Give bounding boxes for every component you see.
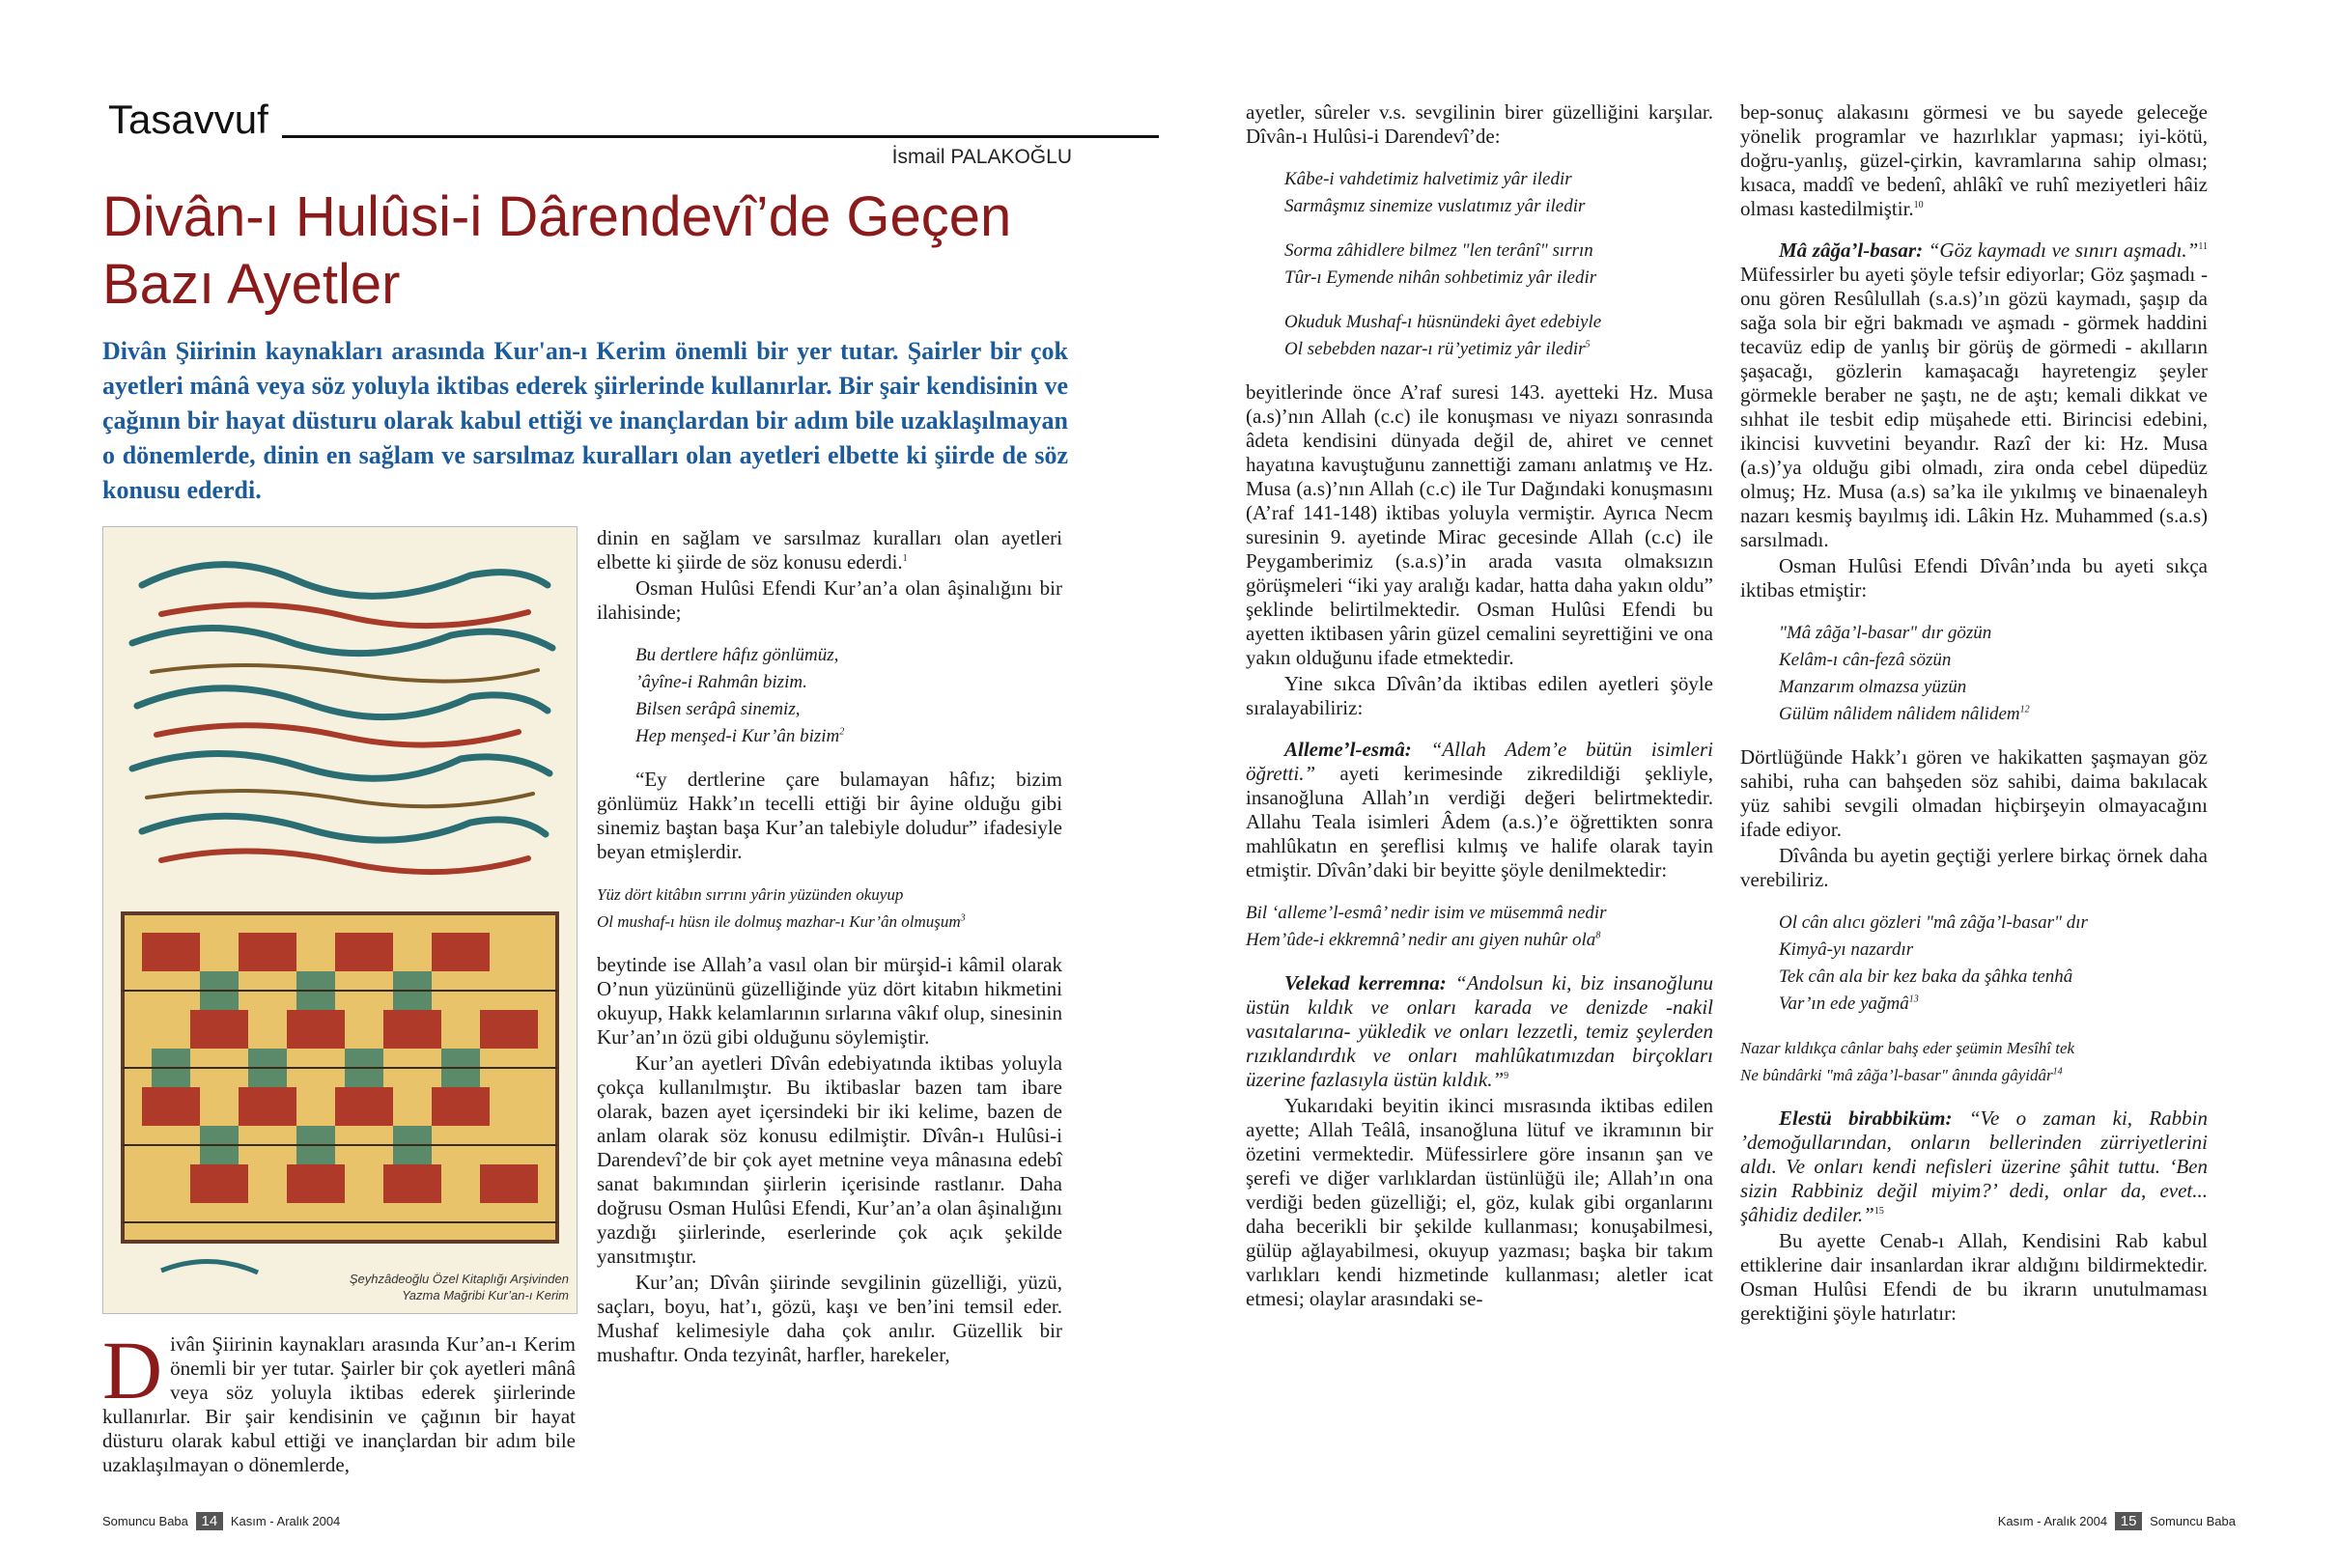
verse-line: Tek cân ala bir kez baka da şâhka tenhâ [1779, 966, 2073, 987]
drop-cap: D [102, 1324, 163, 1416]
col4-paragraph-7: Bu ayette Cenab-ı Allah, Kendisini Rab kabul ettiklerine dair insanlardan ikrar aldığını bildirmektedir. Osman Hulûsi Efendi de bu ikrarın unutulmaması gerektiğini şöyle hatırlatır: [1740, 1229, 2208, 1325]
verse-block-7 [1779, 620, 2208, 728]
verse-line: Sorma zâhidlere bilmez "len terânî" sırrın [1284, 240, 1593, 261]
verse-block-6 [1246, 900, 1713, 954]
footer-magazine-name: Somuncu Baba [102, 1514, 188, 1528]
footer-magazine-name: Somuncu Baba [2150, 1514, 2236, 1528]
manuscript-image [102, 526, 577, 1314]
col2-paragraph-6: Kur’an; Dîvân şiirinde sevgilinin güzelliği, yüzü, saçları, boyu, hat’ı, gözü, kaşı ve ben’ini temsil eder. Mushaf kelimesiyle daha çok anılır. Güzellik bir mushaftır. Onda tezyinât, harfler, harekeler, [597, 1271, 1062, 1366]
footer-issue: Kasım - Aralık 2004 [1997, 1514, 2108, 1528]
verse-line: Ol mushaf-ı hüsn ile dolmuş mazhar-ı Kur’ân olmuşum$^3$ [597, 912, 966, 931]
col3-paragraph-4: Alleme’l-esmâ: “Allah Adem’e bütün isimleri öğretti.” ayeti kerimesinde zikredildiği şekliyle, insanoğluna Allah’ın verdiği değeri belirtmektedir. Allahu Teala isimleri Âdem (a.s.)’e öğrettikten sonra mahlûkatın en şereflisi kılmış ve halife olarak tayin etmiştir. Dîvân’daki bir beyitte şöyle denilmektedir: [1246, 738, 1714, 882]
col3-paragraph-2: beyitlerinde önce A’raf suresi 143. ayetteki Hz. Musa (a.s)’nın Allah (c.c) ile konuşması ve niyazı sonrasında âdeta kendisini dünyada değil de, ahiret ve cennet hayatına kavuştuğunu zannettiği zamanı anlatmış ve Hz. Musa (a.s)’nın Allah (c.c) ile Tur Dağındaki konuşmasını (A’raf 141-148) iktibas yoluyla vermiştir. Ayrıca Necm suresinin 9. ayetinde Mirac gecesinde Allah (c.c) ile Peygamberimiz (s.a.s)’in arada vasıta olmaksızın görüşmeleri “iki yay aralığı kadar, hatta daha yakın oldu” şeklinde belirtilmektedir. Osman Hulûsi Efendi bu ayetten iktibasen yârin güzel cemalini seyrettiğini ve ona yakın olduğunu ifade etmektedir. [1246, 380, 1713, 669]
section-rule [282, 135, 1159, 138]
verse-line: Kelâm-ı cân-fezâ sözün [1779, 650, 1952, 670]
verse-block-9 [1740, 1035, 2208, 1089]
verse-line: ’âyîne-i Rahmân bizim. [635, 672, 807, 692]
verse-block-3 [1284, 166, 1713, 220]
col4-paragraph-6: Elestü birabbiküm: “Ve o zaman ki, Rabbin ’demoğullarından, onların bellerinden zürriyetlerini aldı. Ve onları kendi nefisleri üzerine şâhit tuttu. ‘Ben sizin Rabbiniz değil miyim?’ dedi, onlar da, evet... şâhidiz dediler.”$^{15}$ [1740, 1106, 2209, 1226]
verse-block-4 [1284, 238, 1713, 292]
column-4-text [1740, 100, 2208, 1328]
verse-line: Bil ‘alleme’l-esmâ’ nedir isim ve müsemmâ nedir [1246, 903, 1607, 923]
author-byline: İsmail PALAKOĞLU [891, 146, 1072, 168]
col4-paragraph-2: Mâ zâğa’l-basar: “Göz kaymadı ve sınırı aşmadı.”$^{11}$ Müfessirler bu ayeti şöyle tefsir ediyorlar; Göz şaşmadı - onu gören Resûlullah (s.a.s)’ın gözü kaymadı, şaşıp da sağa sola bir eğri bakmadı ve aşmadı - görmek haddini tecavüz edip de yanlış bir görüş de görmedi - akılların şaşacağı, gözlerin kamaşacağı hayretengiz şeyler görmekle beraber ne şaştı, ne de aştı; kemali dikkat ve sıhhat ile tesbit edip müşahede etti. Birincisi edebini, ikincisi kuvvetini beyandır. Razî der ki: Hz. Musa (a.s)’ya olduğu gibi olmadı, zira onda cebel düpedüz olmuş; Hz. Musa (a.s) sa’ka ile yıkılmış ve binaenaleyh nazarı kesmiş bayılmış idi. Lâkin Hz. Muhammed (s.a.s) sarsılmadı. [1740, 238, 2209, 551]
col2-paragraph-4: beytinde ise Allah’a vasıl olan bir mürşid-i kâmil olarak O’nun yüzününü güzelliğinde yüz dört kitabın hikmetini okuyup, Hakk kelamlarının sırlarına vâkıf olup, sinesinin Kur’an’ın özü gibi olduğunu söylemiştir. [597, 953, 1062, 1049]
title-line-1: Divân-ı Hulûsi-i Dârendevî’de Geçen [102, 185, 1012, 248]
page-number: 14 [196, 1512, 224, 1530]
verse-line: Yüz dört kitâbın sırrını yârin yüzünden okuyup [597, 885, 904, 904]
col4-paragraph-1: bep-sonuç alakasını görmesi ve bu sayede geleceğe yönelik programlar ve hazırlıklar yapması; iyi-kötü, doğru-yanlış, güzel-çirkin, kavramlarına sahip olması; kısaca, maddî ve bedenî, ahlâkî ve ruhî meziyetleri hâiz olması kastedilmiştir.$^{10}$ [1740, 100, 2208, 220]
col3-paragraph-1: ayetler, sûreler v.s. sevgilinin birer güzelliğini karşılar. Dîvân-ı Hulûsi-i Darendevî’de: [1246, 100, 1713, 148]
col1-paragraph: ivân Şiirinin kaynakları arasında Kur’an-ı Kerim önemli bir yer tutar. Şairler bir çok ayetleri mânâ veya söz yoluyla iktibas ederek şiirlerinde kullanırlar. Bir şair kendisinin ve çağının bir hayat düsturu olarak kabul ettiği ve inançlardan bir adım bile uzaklaşılmayan o dönemlerde, [102, 1332, 576, 1476]
section-label: Tasavvuf [108, 97, 268, 142]
verse-line: Manzarım olmazsa yüzün [1779, 677, 1967, 697]
verse-line: "Mâ zâğa’l-basar" dır gözün [1779, 623, 1992, 643]
verse-line: Sarmâşmız sinemize vuslatımız yâr iledir [1284, 196, 1586, 216]
caption-line-2: Yazma Mağribi Kur’an-ı Kerim [402, 1288, 569, 1302]
verse-line: Hem’ûde-i ekkremnâ’ nedir anı giyen nuhûr ola$^8$ [1246, 930, 1601, 950]
col2-paragraph-1: dinin en sağlam ve sarsılmaz kuralları olan ayetleri elbette ki şiirde de söz konusu ederdi.$^1$ [597, 526, 1062, 574]
verse-line: Gülüm nâlidem nâlidem nâlidem$^{12}$ [1779, 704, 2030, 724]
column-2-text [597, 526, 1062, 1369]
verse-line: Nazar kıldıkça cânlar bahş eder şeümin Mesîhî tek [1740, 1039, 2075, 1057]
col4-paragraph-4: Dörtlüğünde Hakk’ı gören ve hakikatten şaşmayan göz sahibi, ruha can bahşeden söz sahibi, daima bakılacak yüz sahibi sevgili olmadan hiçbirşeyin olmayacağını ifade ediyor. [1740, 745, 2208, 841]
column-3-text [1246, 100, 1713, 1313]
verse-line: Tûr-ı Eymende nihân sohbetimiz yâr iledir [1284, 267, 1597, 288]
verse-line: Bu dertlere hâfız gönlümüz, [635, 645, 839, 665]
verse-line: Ol cân alıcı gözleri "mâ zâğa’l-basar" dır [1779, 912, 2088, 933]
col2-paragraph-5: Kur’an ayetleri Dîvân edebiyatında iktibas yoluyla çokça kullanılmıştır. Bu iktibaslar bazen tam ibare olarak, bazen ayet içersindeki bir iki kelime, bazen de anlam olarak söz konusu edilmiştir. Dîvân-ı Hulûsi-i Darendevî’de bir çok ayet metnine veya mânasına edebî sanat bakımından şiirlerin içerisinde rastlanır. Daha doğrusu Osman Hulûsi Efendi, Kur’an’a olan âşinalığını yazdığı şiirlerinde, eserlerinde çok açık şekilde yansıtmıştır. [597, 1051, 1062, 1268]
verse-line: Var’ın ede yağmâ$^{13}$ [1779, 994, 1919, 1014]
article-title [102, 183, 1068, 319]
col3-paragraph-5: Velekad kerremna: “Andolsun ki, biz insanoğlunu üstün kıldık ve onları karada ve denizde -nakil vasıtalarına- yükledik ve onları lezzetli, temiz şeylerden rızıklandırdık ve onları mahlûkatımızdan birçokları üzerine fazlasıyla üstün kıldık.”$^9$ [1246, 971, 1713, 1091]
manuscript-illustration [103, 527, 577, 1313]
title-line-2: Bazı Ayetler [102, 253, 401, 316]
col4-paragraph-3: Osman Hulûsi Efendi Dîvân’ında bu ayeti sıkça iktibas etmiştir: [1740, 554, 2208, 602]
verse-line: Kimyâ-yı nazardır [1779, 939, 1914, 960]
verse-line: Bilsen serâpâ sinemiz, [635, 699, 801, 719]
verse-line: Ol sebebden nazar-ı rü’yetimiz yâr iledir$^5$ [1284, 339, 1591, 359]
lead-paragraph: Divân Şiirinin kaynakları arasında Kur'an-ı Kerim önemli bir yer tutar. Şairler bir çok ayetleri mânâ veya söz yoluyla iktibas ederek şiirlerinde kullanırlar. Bir şair kendisinin ve çağının bir hayat düsturu olarak kabul ettiği ve inançlardan bir adım bile uzaklaşılmayan o dönemlerde, dinin en sağlam ve sarsılmaz kuralları olan ayetleri elbette ki şiirde de söz konusu ederdi. [102, 337, 1068, 504]
col4-paragraph-5: Dîvânda bu ayetin geçtiği yerlere birkaç örnek daha verebiliriz. [1740, 844, 2208, 891]
col2-paragraph-3: “Ey dertlerine çare bulamayan hâfız; bizim gönlümüz Hakk’ın tecelli ettiği bir âyine olduğu gibi sinemiz baştan başa Kur’an talebiyle doludur” ifadesiyle beyan etmişlerdir. [597, 768, 1062, 863]
verse-line: Kâbe-i vahdetimiz halvetimiz yâr iledir [1284, 169, 1572, 189]
verse-block-8 [1779, 910, 2208, 1018]
image-caption [221, 1271, 569, 1303]
caption-line-1: Şeyhzâdeoğlu Özel Kitaplığı Arşivinden [349, 1272, 569, 1286]
verse-block-1 [635, 642, 1062, 750]
page-number: 15 [2115, 1512, 2143, 1530]
verse-block-2 [597, 882, 1062, 936]
verse-block-5 [1284, 309, 1713, 363]
col2-paragraph-2: Osman Hulûsi Efendi Kur’an’a olan âşinalığını bir ilahisinde; [597, 576, 1062, 624]
verse-line: Okuduk Mushaf-ı hüsnündeki âyet edebiyle [1284, 312, 1602, 332]
footer-left [102, 1512, 340, 1530]
footer-issue: Kasım - Aralık 2004 [230, 1514, 341, 1528]
verse-line: Hep menşed-i Kur’ân bizim$^2$ [635, 726, 845, 746]
verse-line: Ne bûndârki "mâ zâğa’l-basar" ânında gâyidâr$^{14}$ [1740, 1066, 2063, 1084]
col3-paragraph-3: Yine sıkca Dîvân’da iktibas edilen ayetleri şöyle sıralayabiliriz: [1246, 672, 1713, 719]
col3-paragraph-6: Yukarıdaki beyitin ikinci mısrasında iktibas edilen ayette; Allah Teâlâ, insanoğluna lütuf ve ikramının bir özetini vermektedir. Müfessirlere göre insanın şan ve şerefi ve diğer varlıklardan üstünlüğü ile; Allah’ın ona verdiği beden güzelliği; el, göz, kulak gibi organlarını daha becerikli bir şekilde kullanması; konuşabilmesi, gülüp ağlayabilmesi, okuyup yazması; başka bir takım varlıkları kendi hizmetinde kullanması; aletler icat etmesi; olaylar arasındaki se- [1246, 1094, 1713, 1310]
column-1-text [102, 1324, 576, 1477]
footer-right [1998, 1512, 2236, 1530]
